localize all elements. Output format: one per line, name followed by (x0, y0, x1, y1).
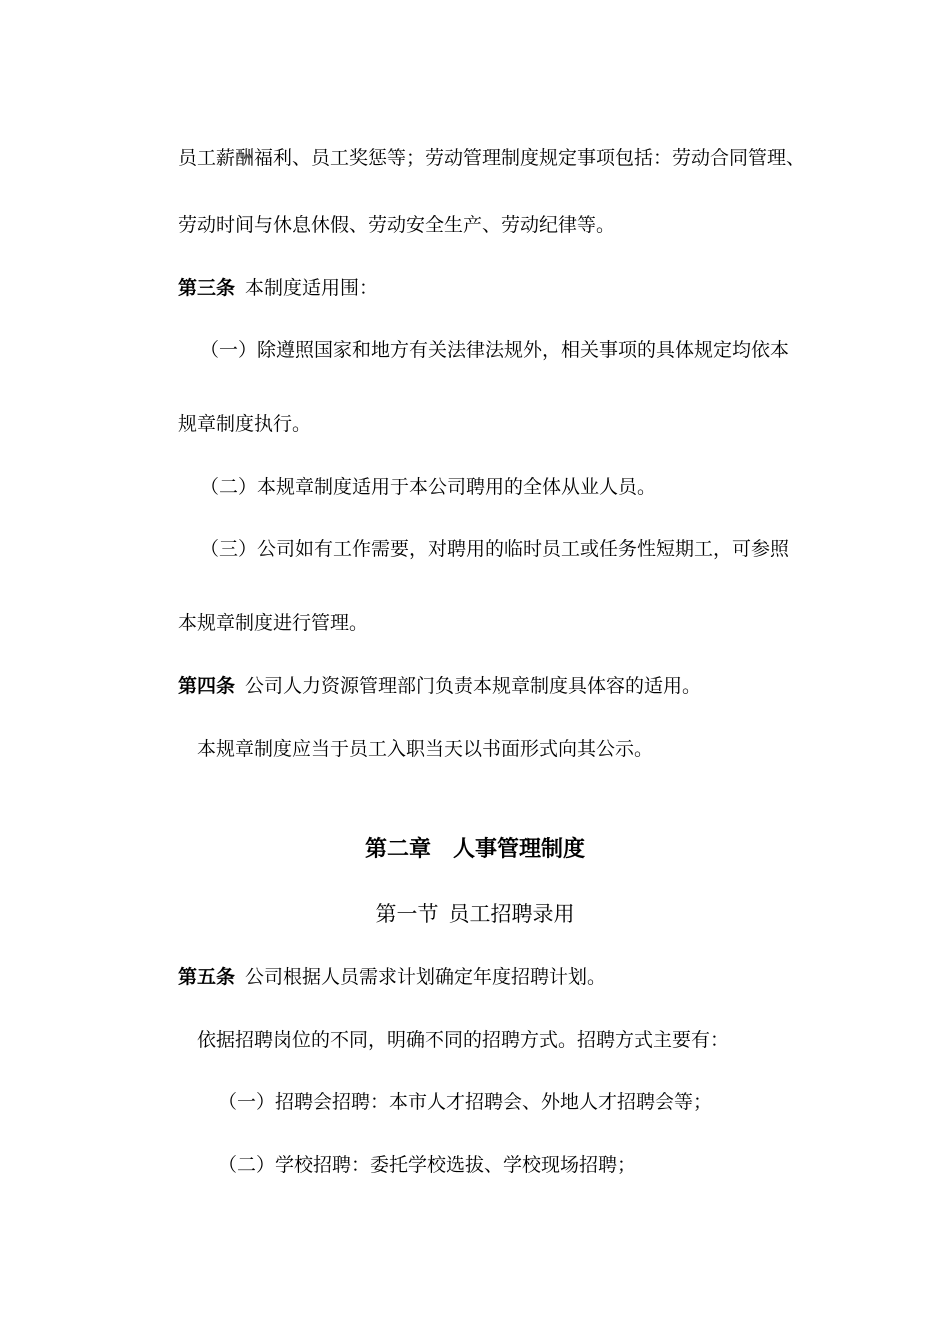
article-5 (178, 964, 606, 990)
article-3-text: 本制度适用围： (245, 277, 379, 299)
chapter-heading (0, 832, 950, 863)
article-5-text: 公司根据人员需求计划确定年度招聘计划。 (245, 966, 607, 988)
article-4-note: 本规章制度应当于员工入职当天以书面形式向其公示。 (197, 738, 654, 760)
section-label: 第一节 (375, 902, 439, 926)
chapter-title: 人事管理制度 (453, 837, 586, 862)
scope-item-1-continued: 规章制度执行。 (178, 413, 312, 435)
section-title: 员工招聘录用 (448, 902, 575, 926)
article-4-text: 公司人力资源管理部门负责本规章制度具体容的适用。 (245, 675, 702, 697)
scope-item-3: （三）公司如有工作需要，对聘用的临时员工或任务性短期工，可参照 (200, 538, 790, 560)
scope-item-3-continued: 本规章制度进行管理。 (178, 612, 369, 634)
paragraph-labor-line: 劳动时间与休息休假、劳动安全生产、劳动纪律等。 (178, 214, 616, 236)
article-3 (178, 275, 378, 301)
paragraph-compensation-line: 员工薪酬福利、员工奖惩等；劳动管理制度规定事项包括：劳动合同管理、 (178, 147, 806, 169)
recruit-method-2: （二）学校招聘：委托学校选拔、学校现场招聘； (218, 1154, 637, 1176)
scope-item-2: （二）本规章制度适用于本公司聘用的全体从业人员。 (200, 476, 657, 498)
article-4-label: 第四条 (178, 675, 236, 697)
scope-item-1: （一）除遵照国家和地方有关法律法规外，相关事项的具体规定均依本 (200, 339, 790, 361)
chapter-label: 第二章 (364, 837, 431, 862)
recruit-method-1: （一）招聘会招聘：本市人才招聘会、外地人才招聘会等； (218, 1091, 713, 1113)
article-3-label: 第三条 (178, 277, 236, 299)
article-5-note: 依据招聘岗位的不同，明确不同的招聘方式。招聘方式主要有： (197, 1029, 730, 1051)
section-heading (0, 898, 950, 928)
article-5-label: 第五条 (178, 966, 236, 988)
article-4 (178, 673, 701, 699)
